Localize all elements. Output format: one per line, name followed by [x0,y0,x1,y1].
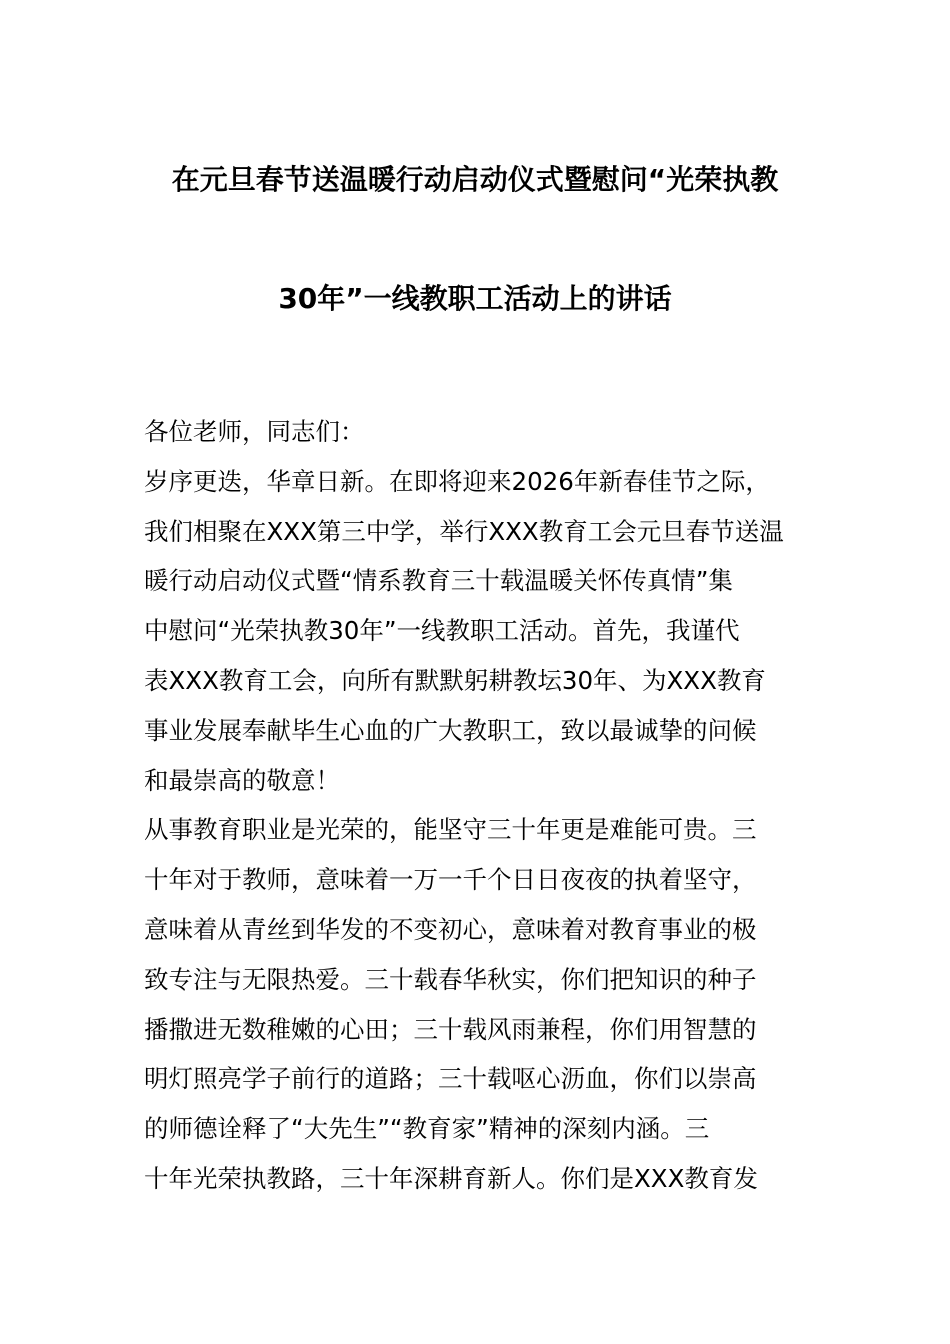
body-line: 十年对于教师，意味着一万一千个日日夜夜的执着坚守， [144,865,757,895]
document-title-line-2: 30年”一线教职工活动上的讲话 [278,282,672,315]
body-line: 暖行动启动仪式暨“情系教育三十载温暖关怀传真情”集 [144,566,733,596]
body-line: 我们相聚在XXX第三中学，举行XXX教育工会元旦春节送温 [144,516,784,546]
body-line: 事业发展奉献毕生心血的广大教职工，致以最诚挚的问候 [144,715,757,745]
document-body [144,407,806,1204]
body-line: 播撒进无数稚嫩的心田；三十载风雨兼程，你们用智慧的 [144,1014,757,1044]
body-line: 明灯照亮学子前行的道路；三十载呕心沥血，你们以崇高 [144,1064,757,1094]
body-line: 岁序更迭，华章日新。在即将迎来2026年新春佳节之际， [144,466,770,496]
body-line: 表XXX教育工会，向所有默默躬耕教坛30年、为XXX教育 [144,665,766,695]
body-line: 中慰问“光荣执教30年”一线教职工活动。首先，我谨代 [144,616,740,646]
body-line: 十年光荣执教路，三十年深耕育新人。你们是XXX教育发 [144,1163,758,1193]
body-line: 和最崇高的敬意！ [144,765,340,795]
body-line: 致专注与无限热爱。三十载春华秋实，你们把知识的种子 [144,964,757,994]
body-line: 的师德诠释了“大先生”“教育家”精神的深刻内涵。三 [144,1114,710,1144]
body-line: 意味着从青丝到华发的不变初心，意味着对教育事业的极 [144,914,757,944]
body-line: 从事教育职业是光荣的，能坚守三十年更是难能可贵。三 [144,815,757,845]
salutation: 各位老师，同志们： [144,417,365,446]
document-title-line-1: 在元旦春节送温暖行动启动仪式暨慰问“光荣执教 [171,163,779,196]
